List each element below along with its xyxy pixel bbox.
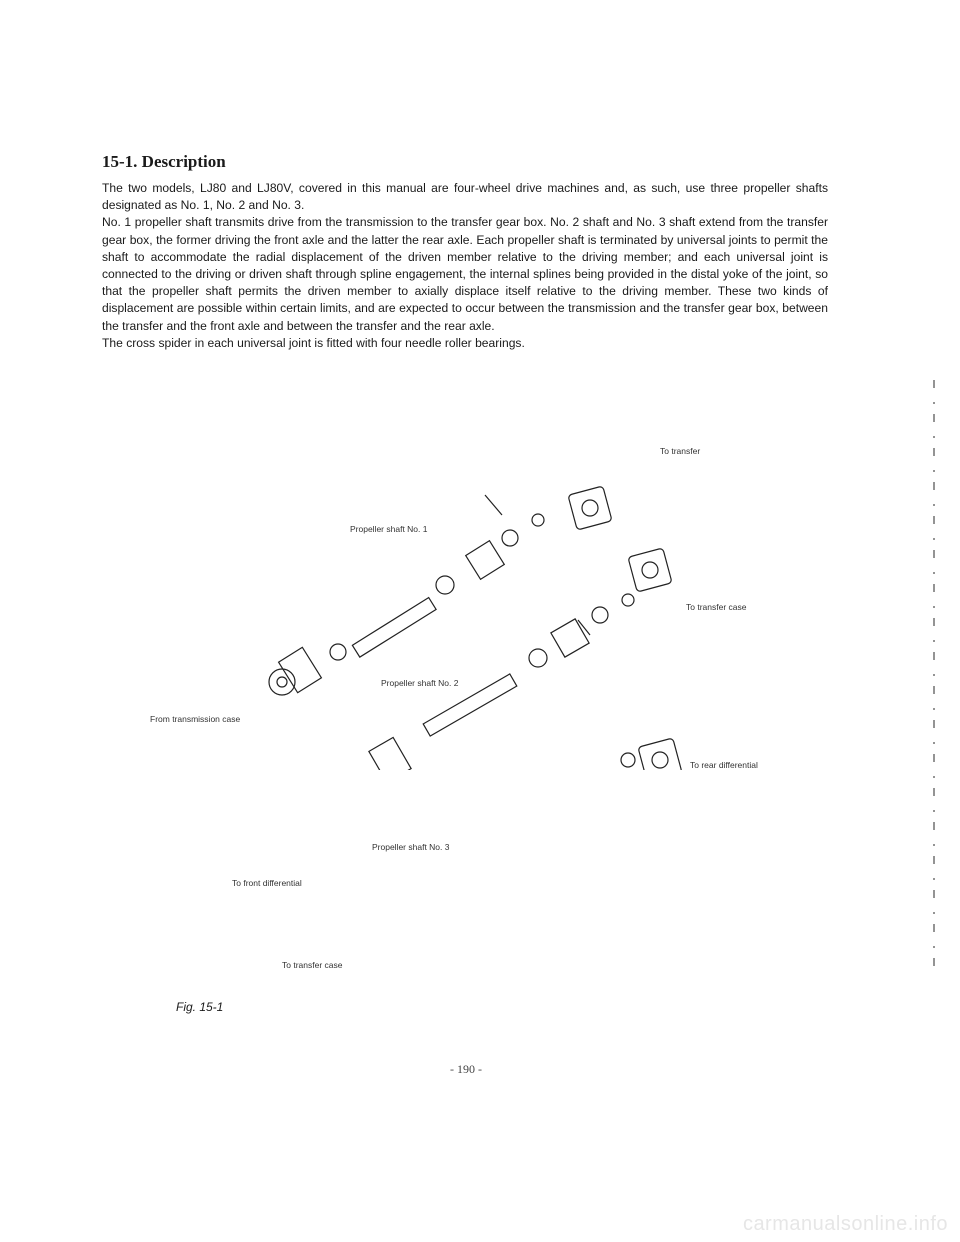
figure-caption: Fig. 15-1 — [176, 1000, 224, 1014]
propeller-shaft-no2 — [369, 548, 672, 770]
label-from-transmission: From transmission case — [150, 714, 241, 724]
rear-differential-flange — [621, 738, 682, 770]
paragraph: The cross spider in each universal joint is fitted with four needle roller bearings. — [102, 335, 525, 350]
section-heading: 15-1. Description — [102, 152, 226, 171]
exploded-view-drawing — [150, 420, 830, 770]
section-body — [102, 180, 828, 352]
label-to-transfer-case-bottom: To transfer case — [282, 960, 343, 970]
label-to-front-differential: To front differential — [232, 878, 302, 888]
label-shaft-no2: Propeller shaft No. 2 — [381, 678, 459, 688]
label-to-rear-differential: To rear differential — [690, 760, 758, 770]
watermark: carmanualsonline.info — [742, 1213, 948, 1235]
paragraph: No. 1 propeller shaft transmits drive from the transmission to the transfer gear box. No. 2 shaft and No. 3 shaft extend from the transfer gear box, the former driving the front axle and the latter the rear axle. Each propeller shaft is terminated by universal joints to permit the shaft to accommodate the radial displacement of the driven member relative to the driving member; and each universal joint is connected to the driving or driven shaft through spline engagement, the internal splines being provided in the distal yoke of the joint, so that the propeller shaft permits the driven member to axially displace itself relative to the driving member. These two kinds of displacement are possible within certain limits, and are expected to occur between the transmission and the transfer gear box, between the transfer and the front axle and between the transfer and the rear axle. — [102, 215, 828, 333]
label-to-transfer: To transfer — [660, 446, 701, 456]
label-shaft-no3: Propeller shaft No. 3 — [372, 842, 450, 852]
page-number: - 190 - — [450, 1062, 482, 1076]
paragraph: The two models, LJ80 and LJ80V, covered in this manual are four-wheel drive machines and, as such, use three propeller shafts designated as No. 1, No. 2 and No. 3. — [102, 181, 828, 213]
label-shaft-no1: Propeller shaft No. 1 — [350, 524, 428, 534]
scan-binding-edge — [928, 380, 940, 980]
propeller-shaft-diagram — [150, 420, 830, 770]
label-to-transfer-case-top: To transfer case — [686, 602, 747, 612]
propeller-shaft-no1 — [269, 486, 612, 695]
